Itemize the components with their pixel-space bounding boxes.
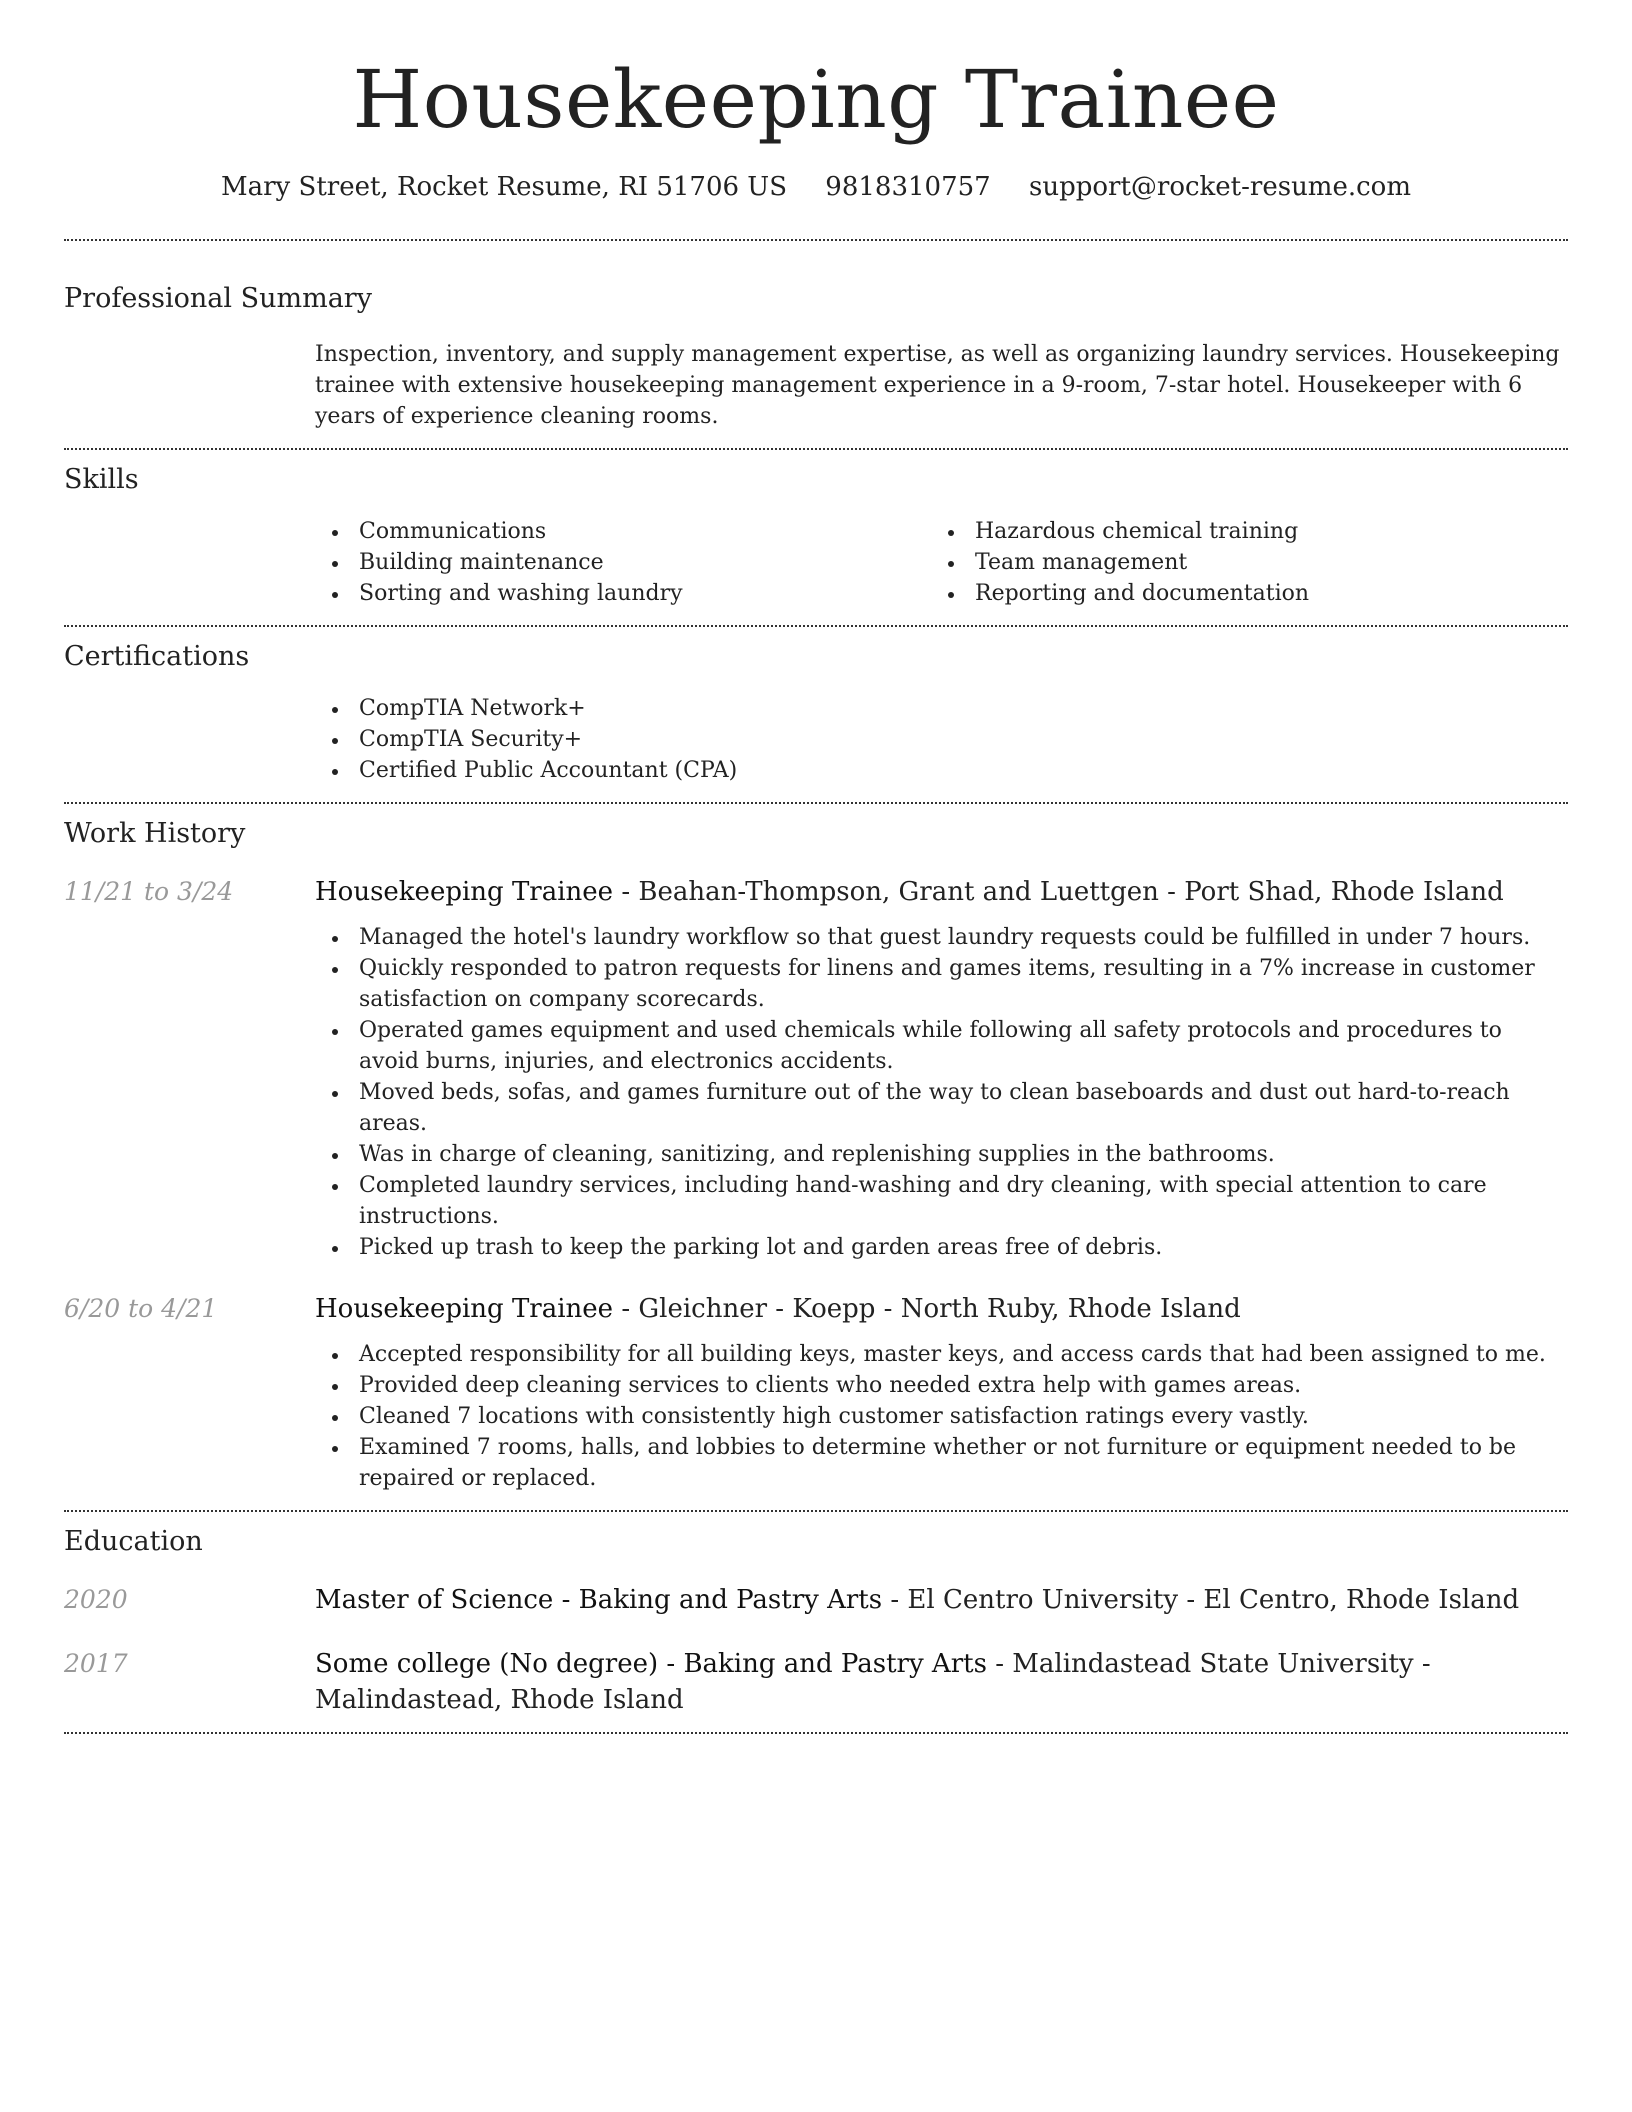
education-degree: Some college (No degree) - Baking and Pastry Arts: [315, 1649, 987, 1679]
certifications-section: [64, 627, 1568, 786]
education-heading: [315, 1582, 1568, 1618]
job-content: [315, 1291, 1568, 1494]
skills-columns: [315, 516, 1568, 609]
divider: [64, 1732, 1568, 1734]
summary-title: Professional Summary: [64, 283, 372, 314]
resume-header: [64, 0, 1568, 204]
certifications-list: [315, 693, 1568, 786]
education-year: 2017: [64, 1649, 128, 1678]
certification-item: CompTIA Security+: [315, 724, 1568, 755]
job-bullet: Picked up trash to keep the parking lot and garden areas free of debris.: [315, 1232, 1568, 1263]
job-employer-location: - Gleichner - Koepp - North Ruby, Rhode Island: [613, 1294, 1241, 1324]
skill-item: Team management: [931, 547, 1547, 578]
education-heading: [315, 1646, 1568, 1718]
candidate-name: Housekeeping Trainee: [352, 53, 1280, 146]
summary-section: [64, 241, 1568, 432]
work-history-section: [64, 804, 1568, 1510]
contact-line: [64, 170, 1568, 204]
contact-phone: 9818310757: [825, 172, 991, 202]
certifications-title: Certifications: [64, 641, 250, 672]
job-bullet: Examined 7 rooms, halls, and lobbies to determine whether or not furniture or equipment needed to be repaired or replaced.: [315, 1432, 1568, 1494]
skill-item: Building maintenance: [315, 547, 931, 578]
contact-address: Mary Street, Rocket Resume, RI 51706 US: [221, 172, 788, 202]
skills-title: Skills: [64, 464, 139, 495]
skill-item: Reporting and documentation: [931, 578, 1547, 609]
job-role: Housekeeping Trainee: [315, 1294, 614, 1324]
job-bullet: Operated games equipment and used chemicals while following all safety protocols and procedures to avoid burns, injuries, and electronics accidents.: [315, 1015, 1568, 1077]
job-role: Housekeeping Trainee: [315, 877, 614, 907]
job-bullet: Was in charge of cleaning, sanitizing, and replenishing supplies in the bathrooms.: [315, 1139, 1568, 1170]
job-heading: [315, 874, 1568, 910]
education-year: 2020: [64, 1585, 128, 1614]
skill-item: Sorting and washing laundry: [315, 578, 931, 609]
education-content: [315, 1582, 1568, 1618]
job-entry: [64, 1291, 1568, 1494]
certification-item: CompTIA Network+: [315, 693, 1568, 724]
skills-section: [64, 450, 1568, 609]
education-title: Education: [64, 1526, 203, 1557]
job-dates: 6/20 to 4/21: [64, 1294, 218, 1323]
job-bullet: Accepted responsibility for all building keys, master keys, and access cards that had been assigned to me.: [315, 1339, 1568, 1370]
job-bullet: Provided deep cleaning services to clients who needed extra help with games areas.: [315, 1370, 1568, 1401]
job-bullet: Managed the hotel's laundry workflow so that guest laundry requests could be fulfilled in under 7 hours.: [315, 922, 1568, 953]
education-school-location: - Malindastead State University - Malindastead, Rhode Island: [315, 1649, 1431, 1715]
contact-email: support@rocket-resume.com: [1028, 172, 1411, 202]
skill-item: Communications: [315, 516, 931, 547]
education-entry: [64, 1582, 1568, 1618]
education-degree: Master of Science - Baking and Pastry Arts: [315, 1585, 883, 1615]
education-content: [315, 1646, 1568, 1718]
job-content: [315, 874, 1568, 1263]
job-bullet: Cleaned 7 locations with consistently high customer satisfaction ratings every vastly.: [315, 1401, 1568, 1432]
education-school-location: - El Centro University - El Centro, Rhode Island: [882, 1585, 1520, 1615]
job-employer-location: - Beahan-Thompson, Grant and Luettgen - Port Shad, Rhode Island: [613, 877, 1504, 907]
summary-text: Inspection, inventory, and supply management expertise, as well as organizing laundry services. Housekeeping trainee with extensive housekeeping management experience in a 9-room, 7-star hotel. Housekeeper with 6 years of experience cleaning rooms.: [315, 342, 1560, 429]
job-bullets: [315, 1339, 1568, 1494]
job-bullet: Quickly responded to patron requests for linens and games items, resulting in a 7% increase in customer satisfaction on company scorecards.: [315, 953, 1568, 1015]
skill-item: Hazardous chemical training: [931, 516, 1547, 547]
job-bullet: Moved beds, sofas, and games furniture out of the way to clean baseboards and dust out hard-to-reach areas.: [315, 1077, 1568, 1139]
job-bullet: Completed laundry services, including hand-washing and dry cleaning, with special attention to care instructions.: [315, 1170, 1568, 1232]
certification-item: Certified Public Accountant (CPA): [315, 755, 1568, 786]
work-history-title: Work History: [64, 818, 246, 849]
education-entry: [64, 1646, 1568, 1718]
job-bullets: [315, 922, 1568, 1263]
skills-list-right: [931, 516, 1547, 609]
job-dates: 11/21 to 3/24: [64, 877, 234, 906]
job-entry: [64, 874, 1568, 1263]
skills-list-left: [315, 516, 931, 609]
education-section: [64, 1512, 1568, 1732]
job-heading: [315, 1291, 1568, 1327]
